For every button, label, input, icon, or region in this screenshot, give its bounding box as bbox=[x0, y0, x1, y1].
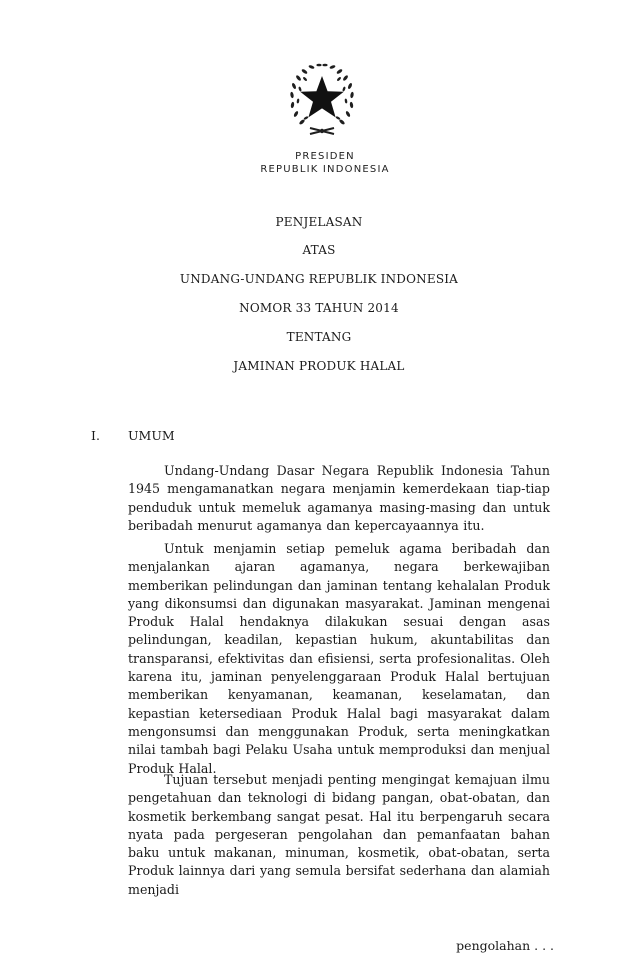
doc-title-atas: ATAS bbox=[302, 243, 336, 257]
office-header bbox=[250, 150, 400, 176]
section-heading: UMUM bbox=[128, 428, 175, 443]
office-line-republik: REPUBLIK INDONESIA bbox=[260, 164, 390, 175]
section-number: I. bbox=[91, 428, 100, 443]
paragraph-1: Undang-Undang Dasar Negara Republik Indonesia Tahun 1945 mengamanatkan negara menjamin kemerdekaan tiap-tiap penduduk untuk memeluk agamanya masing-masing dan untuk beribadah menurut agamanya dan kepercayaannya itu. bbox=[128, 463, 550, 533]
page-continuation: pengolahan . . . bbox=[456, 938, 554, 953]
paragraph-3: Tujuan tersebut menjadi penting mengingat kemajuan ilmu pengetahuan dan teknologi di bidang pangan, obat-obatan, dan kosmetik berkembang sangat pesat. Hal itu berpengaruh secara nyata pada pergeseran pengolahan dan pemanfaatan bahan baku untuk makanan, minuman, kosmetik, obat-obatan, serta Produk lainnya dari yang semula bersifat sederhana dan alamiah menjadi bbox=[128, 772, 550, 897]
doc-title-number: NOMOR 33 TAHUN 2014 bbox=[239, 301, 399, 315]
doc-title-penjelasan: PENJELASAN bbox=[275, 215, 363, 229]
doc-title-tentang: TENTANG bbox=[286, 330, 352, 344]
paragraph-2: Untuk menjamin setiap pemeluk agama beribadah dan menjalankan ajaran agamanya, negara berkewajiban memberikan pelindungan dan jaminan tentang kehalalan Produk yang dikonsumsi dan digunakan masyarakat. Jaminan mengenai Produk Halal hendaknya dilakukan sesuai dengan asas pelindungan, keadilan, kepastian hukum, akuntabilitas dan transparansi, efektivitas dan efisiensi, serta profesionalitas. Oleh karena itu, jaminan penyelenggaraan Produk Halal bertujuan memberikan kenyamanan, keamanan, keselamatan, dan kepastian ketersediaan Produk Halal bagi masyarakat dalam mengonsumsi dan menggunakan Produk, serta meningkatkan nilai tambah bagi Pelaku Usaha untuk memproduksi dan menjual Produk Halal. bbox=[128, 541, 550, 776]
doc-title-subject: JAMINAN PRODUK HALAL bbox=[233, 359, 405, 373]
office-line-presiden: PRESIDEN bbox=[295, 151, 355, 162]
garuda-star-emblem-icon bbox=[286, 58, 358, 140]
doc-title-law: UNDANG-UNDANG REPUBLIK INDONESIA bbox=[179, 272, 459, 286]
